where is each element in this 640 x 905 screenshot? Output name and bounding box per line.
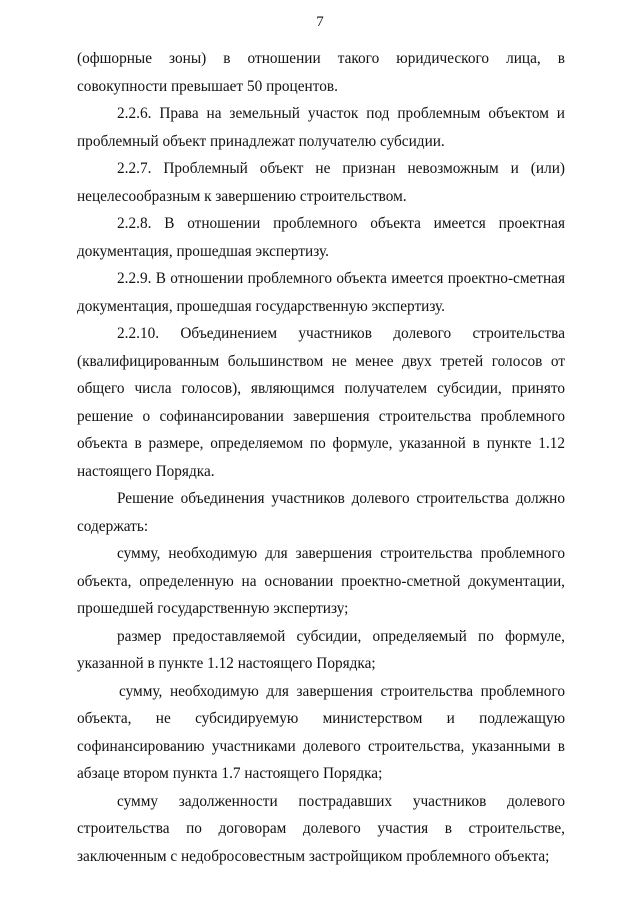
paragraph-2-2-6: 2.2.6. Права на земельный участок под проблемным объектом и проблемный объект принадлежат получателю субсидии. [77,105,565,150]
paragraph-2-2-9: 2.2.9. В отношении проблемного объекта имеется проектно-сметная документация, прошедшая государственную экспертизу. [77,270,565,315]
document-body [77,45,565,870]
paragraph-decision-intro: Решение объединения участников долевого строительства должно содержать: [77,490,565,535]
paragraph-list-item-3: сумму, необходимую для завершения строительства проблемного объекта, не субсидируемую министерством и подлежащую софинансированию участниками долевого строительства, указанными в абзаце втором пункта 1.7 настоящего Порядка; [77,682,565,782]
paragraph-list-item-1: сумму, необходимую для завершения строительства проблемного объекта, определенную на основании проектно-сметной документации, прошедшей государственную экспертизу; [77,545,565,617]
paragraph-list-item-2: размер предоставляемой субсидии, определяемый по формуле, указанной в пункте 1.12 настоящего Порядка; [77,627,565,672]
paragraph-2-2-7: 2.2.7. Проблемный объект не признан невозможным и (или) нецелесообразным к завершению строительством. [77,160,565,205]
paragraph-list-item-4: сумму задолженности пострадавших участников долевого строительства по договорам долевого участия в строительстве, заключенным с недобросовестным застройщиком проблемного объекта; [77,792,565,865]
page-number: 7 [316,14,324,30]
paragraph-continuation: (офшорные зоны) в отношении такого юридического лица, в совокупности превышает 50 процентов. [77,50,565,95]
paragraph-2-2-10: 2.2.10. Объединением участников долевого строительства (квалифицированным большинством не менее двух третей голосов от общего числа голосов), являющимся получателем субсидии, принято решение о софинансировании завершения строительства проблемного объекта в размере, определяемом по формуле, указанной в пункте 1.12 настоящего Порядка. [77,325,565,480]
paragraph-2-2-8: 2.2.8. В отношении проблемного объекта имеется проектная документация, прошедшая экспертизу. [77,215,565,260]
